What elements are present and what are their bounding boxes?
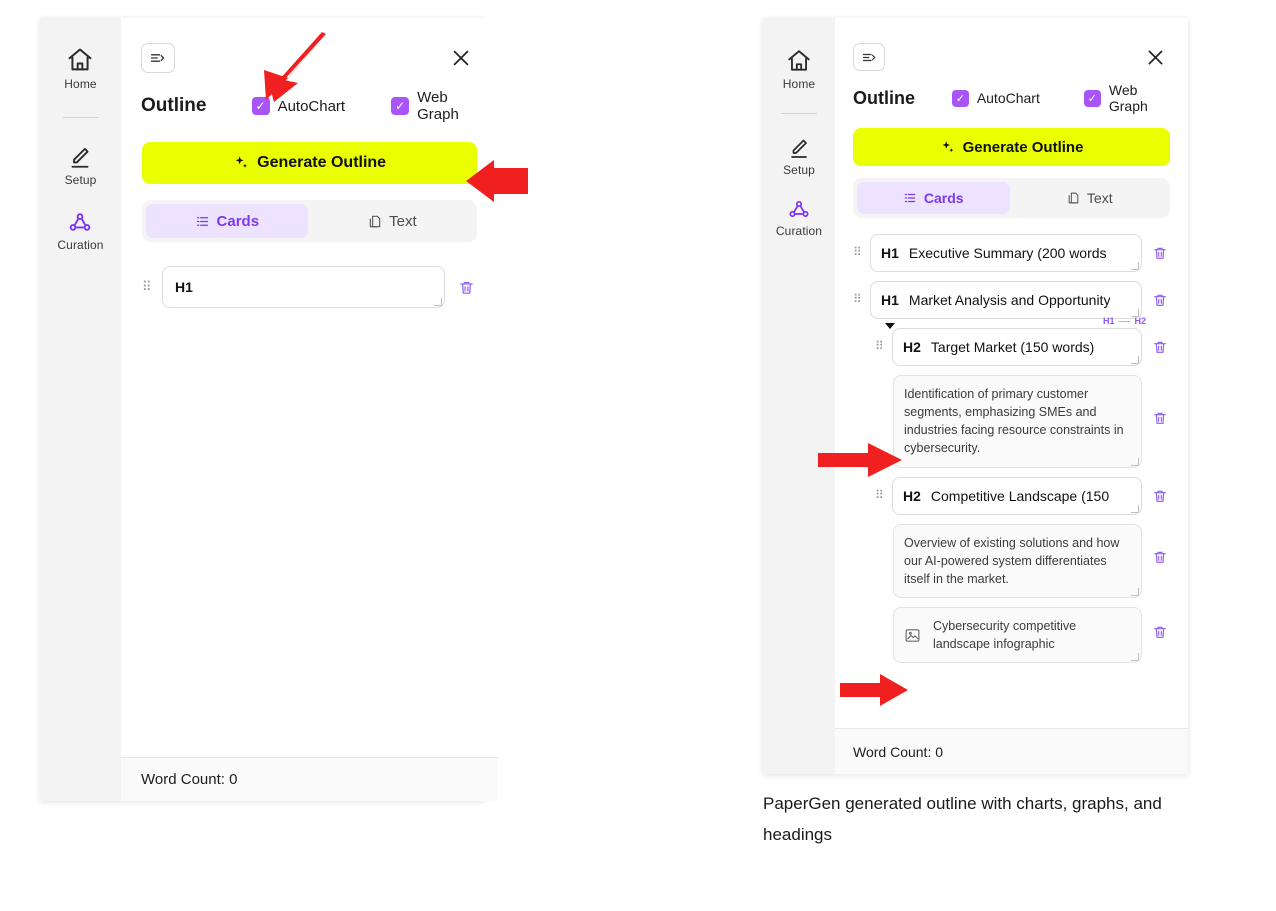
note-text: Overview of existing solutions and how our AI-powered system differentiates itself in the market. bbox=[904, 535, 1120, 586]
autochart-label: AutoChart bbox=[277, 97, 346, 115]
sidebar-item-setup[interactable] bbox=[783, 136, 815, 177]
webgraph-checkbox[interactable] bbox=[1084, 82, 1172, 114]
drag-handle-icon[interactable]: ⠿ bbox=[875, 339, 883, 353]
sidebar-divider bbox=[63, 117, 99, 118]
word-count-bar bbox=[835, 728, 1188, 774]
arrow-to-autochart-checkbox bbox=[244, 28, 334, 108]
drag-handle-icon[interactable]: ⠿ bbox=[853, 245, 861, 259]
left-panel-body bbox=[121, 18, 498, 801]
sidebar-item-home[interactable] bbox=[783, 48, 815, 91]
generate-outline-label: Generate Outline bbox=[962, 138, 1084, 156]
word-count-bar bbox=[121, 757, 498, 801]
trash-icon[interactable] bbox=[1150, 477, 1170, 515]
heading-level-switcher[interactable] bbox=[1103, 316, 1146, 326]
image-card[interactable] bbox=[893, 607, 1142, 663]
resize-handle[interactable] bbox=[1131, 356, 1139, 364]
heading-level-tag: H2 bbox=[903, 487, 921, 504]
heading-level-tag: H2 bbox=[903, 339, 921, 355]
heading-input[interactable] bbox=[892, 328, 1142, 366]
heading-input[interactable] bbox=[892, 477, 1142, 515]
arrow-to-image-card bbox=[840, 672, 910, 708]
sidebar-item-setup-label: Setup bbox=[64, 173, 97, 187]
sidebar-item-setup[interactable] bbox=[65, 144, 97, 187]
right-sidebar-rail bbox=[763, 18, 835, 774]
left-sidebar-rail bbox=[40, 18, 121, 801]
resize-handle[interactable] bbox=[1131, 505, 1139, 513]
right-header-row bbox=[835, 68, 1188, 116]
arrow-to-target-market-note bbox=[818, 440, 904, 480]
left-outline-rows bbox=[121, 242, 498, 757]
drag-handle-icon[interactable]: ⠿ bbox=[142, 279, 151, 294]
tab-cards-label: Cards bbox=[923, 190, 964, 206]
word-count-label: Word Count: 0 bbox=[141, 771, 238, 788]
resize-handle[interactable] bbox=[1131, 458, 1139, 466]
tab-text-label: Text bbox=[1086, 190, 1113, 206]
outline-panel-filled bbox=[763, 18, 1188, 774]
trash-icon[interactable] bbox=[1150, 375, 1170, 461]
generate-outline-button[interactable] bbox=[142, 142, 477, 184]
outline-row bbox=[853, 607, 1170, 663]
heading-input[interactable] bbox=[162, 266, 445, 308]
checkbox-checked-icon: ✓ bbox=[1084, 90, 1101, 107]
checkbox-checked-icon: ✓ bbox=[952, 90, 969, 107]
checkbox-checked-icon: ✓ bbox=[252, 97, 270, 115]
right-panel-body bbox=[835, 18, 1188, 774]
heading-text: Market Analysis and Opportunity bbox=[908, 292, 1111, 308]
heading-text: Target Market (150 words) bbox=[930, 339, 1095, 355]
pencil-icon bbox=[786, 136, 812, 160]
tab-cards-label: Cards bbox=[216, 212, 260, 230]
share-nodes-icon bbox=[66, 209, 94, 235]
outline-row bbox=[853, 328, 1170, 366]
panel-collapse-icon[interactable] bbox=[853, 43, 885, 71]
heading-text: Executive Summary (200 words bbox=[908, 245, 1107, 261]
trash-icon[interactable] bbox=[455, 266, 477, 308]
autochart-checkbox[interactable] bbox=[952, 90, 1040, 107]
resize-handle[interactable] bbox=[1131, 588, 1139, 596]
level-switcher-track bbox=[1118, 321, 1130, 322]
chevron-down-icon[interactable] bbox=[885, 323, 895, 329]
tab-text[interactable] bbox=[1014, 182, 1167, 214]
sidebar-item-curation[interactable] bbox=[57, 209, 103, 252]
word-count-label: Word Count: 0 bbox=[853, 743, 944, 760]
trash-icon[interactable] bbox=[1150, 234, 1170, 272]
outline-row bbox=[853, 281, 1170, 326]
sidebar-item-setup-label: Setup bbox=[783, 163, 815, 177]
trash-icon[interactable] bbox=[1150, 607, 1170, 657]
sidebar-item-home-label: Home bbox=[782, 77, 816, 91]
page-title: Outline bbox=[141, 95, 207, 116]
sidebar-divider bbox=[781, 113, 817, 114]
level-badge-h1[interactable]: H1 bbox=[1102, 316, 1115, 326]
heading-text: Competitive Landscape (150 bbox=[930, 487, 1110, 504]
checkbox-checked-icon: ✓ bbox=[391, 97, 409, 115]
tab-cards[interactable] bbox=[146, 204, 308, 238]
resize-handle[interactable] bbox=[434, 298, 442, 306]
outline-row bbox=[853, 234, 1170, 272]
heading-level-tag: H1 bbox=[881, 245, 899, 261]
webgraph-checkbox[interactable] bbox=[391, 89, 478, 123]
list-icon bbox=[195, 214, 210, 229]
generate-outline-button[interactable] bbox=[853, 128, 1170, 166]
image-icon bbox=[904, 627, 921, 644]
page-title: Outline bbox=[853, 87, 915, 108]
close-icon[interactable] bbox=[1145, 47, 1166, 68]
trash-icon[interactable] bbox=[1150, 524, 1170, 590]
sidebar-item-curation[interactable] bbox=[776, 197, 822, 238]
close-icon[interactable] bbox=[450, 47, 472, 69]
right-generate-wrap bbox=[835, 116, 1188, 166]
trash-icon[interactable] bbox=[1150, 328, 1170, 366]
note-textarea[interactable] bbox=[893, 375, 1142, 468]
note-textarea[interactable] bbox=[893, 524, 1142, 598]
view-mode-tabs bbox=[853, 178, 1170, 218]
sparkle-icon bbox=[940, 140, 955, 155]
autochart-label: AutoChart bbox=[976, 90, 1040, 106]
pencil-icon bbox=[66, 144, 94, 170]
right-topbar bbox=[835, 18, 1188, 68]
list-icon bbox=[903, 191, 917, 205]
figure-caption: PaperGen generated outline with charts, graphs, and headings bbox=[763, 794, 1162, 845]
tab-text-label: Text bbox=[389, 212, 417, 230]
home-icon bbox=[65, 46, 95, 74]
resize-handle[interactable] bbox=[1131, 262, 1139, 270]
heading-input[interactable] bbox=[870, 281, 1142, 319]
outline-row bbox=[142, 266, 477, 308]
image-caption-text: Cybersecurity competitive landscape infographic bbox=[933, 618, 1077, 651]
level-badge-h2[interactable]: H2 bbox=[1134, 316, 1146, 326]
tab-cards[interactable] bbox=[857, 182, 1010, 214]
left-generate-wrap bbox=[121, 126, 498, 184]
heading-input[interactable] bbox=[870, 234, 1142, 272]
view-mode-tabs bbox=[142, 200, 477, 242]
arrow-to-generate-outline-button bbox=[460, 158, 530, 204]
heading-level-tag: H1 bbox=[881, 292, 899, 308]
trash-icon[interactable] bbox=[1150, 281, 1170, 319]
drag-handle-icon[interactable]: ⠿ bbox=[853, 292, 861, 306]
note-text: Identification of primary customer segments, emphasizing SMEs and industries facing resource constraints in cybersecurity. bbox=[904, 387, 1124, 456]
document-icon bbox=[1067, 191, 1080, 205]
webgraph-label: Web Graph bbox=[1108, 82, 1148, 114]
sidebar-item-home-label: Home bbox=[64, 77, 97, 91]
heading-level-tag: H1 bbox=[175, 279, 193, 295]
left-tabs-wrap bbox=[121, 184, 498, 242]
outline-panel-empty bbox=[40, 18, 485, 801]
home-icon bbox=[785, 48, 813, 74]
sidebar-item-home[interactable] bbox=[64, 46, 96, 91]
outline-row bbox=[853, 477, 1170, 515]
sparkle-icon bbox=[233, 155, 249, 171]
document-icon bbox=[368, 214, 382, 229]
sidebar-item-curation-label: Curation bbox=[775, 224, 823, 238]
share-nodes-icon bbox=[786, 197, 812, 221]
panel-collapse-icon[interactable] bbox=[141, 43, 175, 73]
outline-row bbox=[853, 524, 1170, 598]
generate-outline-label: Generate Outline bbox=[257, 154, 387, 171]
drag-handle-icon[interactable]: ⠿ bbox=[875, 487, 883, 502]
resize-handle[interactable] bbox=[1131, 653, 1139, 661]
webgraph-label: Web Graph bbox=[417, 89, 459, 123]
right-tabs-wrap bbox=[835, 166, 1188, 218]
tab-text[interactable] bbox=[312, 204, 474, 238]
sidebar-item-curation-label: Curation bbox=[57, 238, 104, 252]
